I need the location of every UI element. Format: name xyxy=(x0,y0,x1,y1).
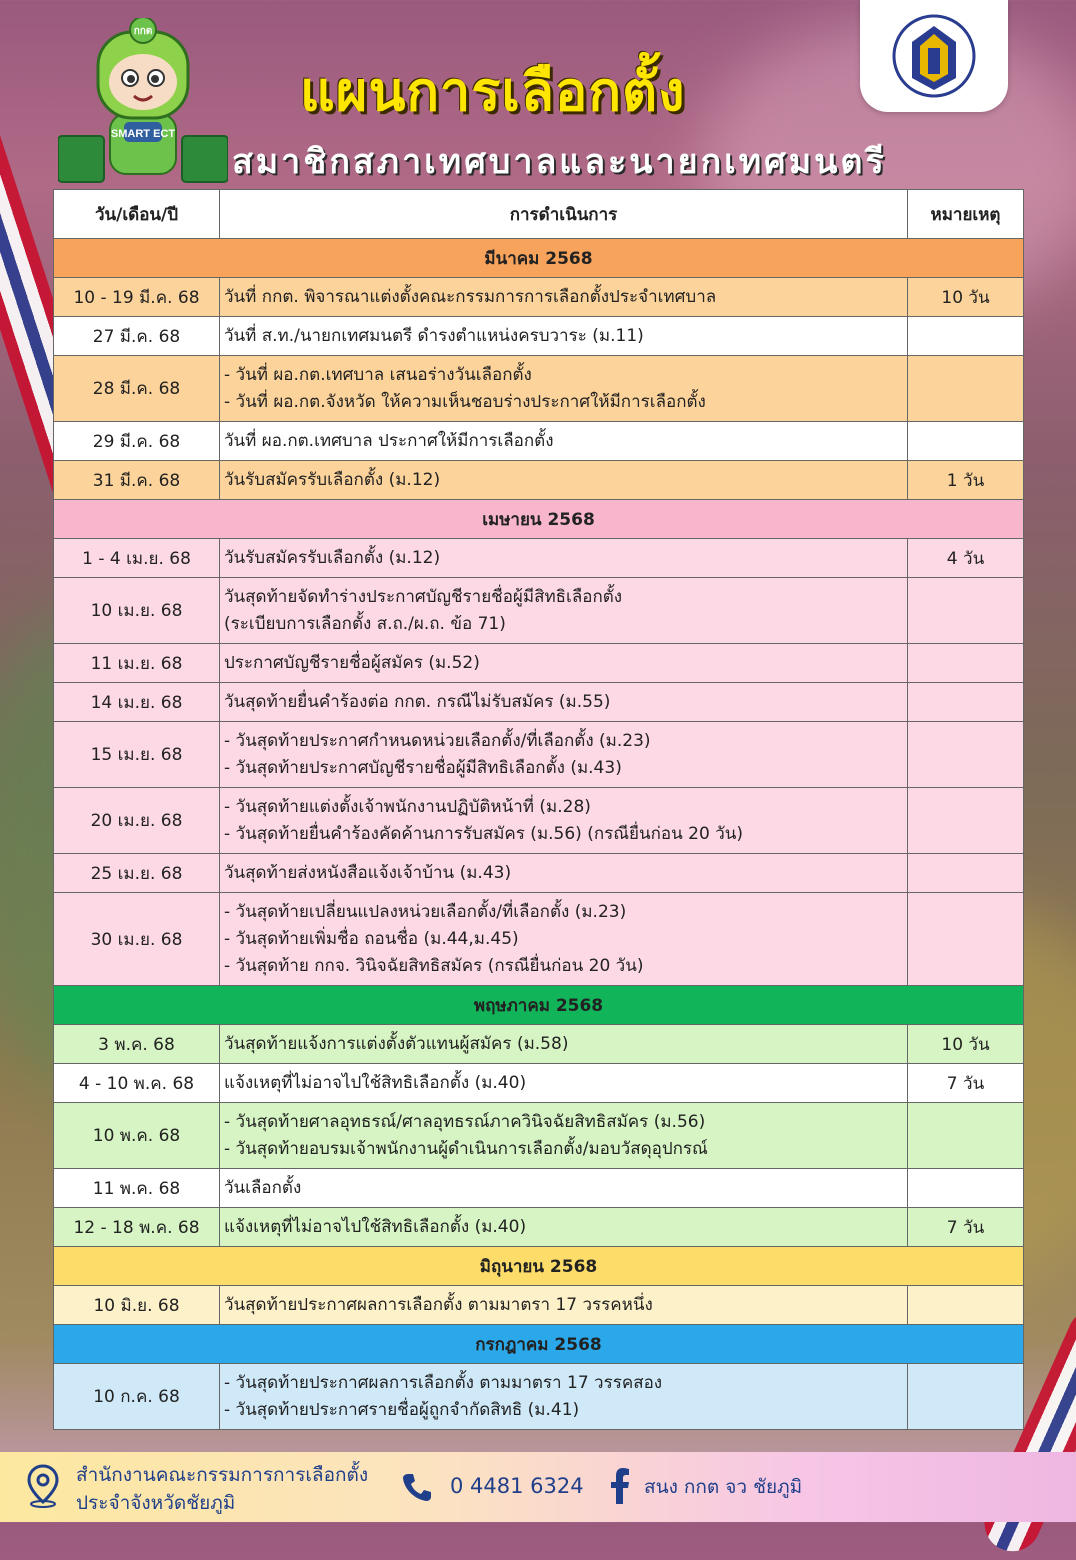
table-row xyxy=(54,1103,1024,1169)
row-action-line: - วันที่ ผอ.กต.จังหวัด ให้ความเห็นชอบร่างประกาศให้มีการเลือกตั้ง xyxy=(224,391,706,412)
row-note xyxy=(908,422,1024,461)
table-row xyxy=(54,317,1024,356)
row-note xyxy=(908,1103,1024,1169)
footer xyxy=(0,1452,1076,1522)
row-action xyxy=(220,788,908,854)
row-action xyxy=(220,683,908,722)
row-date: 3 พ.ค. 68 xyxy=(54,1025,220,1064)
row-action-line: - วันสุดท้าย กกจ. วินิจฉัยสิทธิสมัคร (กรณียื่นก่อน 20 วัน) xyxy=(224,955,644,976)
row-note xyxy=(908,356,1024,422)
row-date: 29 มี.ค. 68 xyxy=(54,422,220,461)
mascot-chest-label: SMART ECT xyxy=(110,128,176,140)
row-date: 30 เม.ย. 68 xyxy=(54,893,220,986)
table-row xyxy=(54,1364,1024,1430)
row-note: 7 วัน xyxy=(908,1208,1024,1247)
header-note: หมายเหตุ xyxy=(908,190,1024,239)
table-row xyxy=(54,1208,1024,1247)
row-action xyxy=(220,854,908,893)
table-row xyxy=(54,356,1024,422)
row-date: 1 - 4 เม.ย. 68 xyxy=(54,539,220,578)
row-action xyxy=(220,893,908,986)
row-action-line: วันสุดท้ายประกาศผลการเลือกตั้ง ตามมาตรา 17 วรรคหนึ่ง xyxy=(224,1294,653,1315)
row-date: 14 เม.ย. 68 xyxy=(54,683,220,722)
table-row xyxy=(54,722,1024,788)
row-action-line: - วันสุดท้ายแต่งตั้งเจ้าพนักงานปฏิบัติหน้าที่ (ม.28) xyxy=(224,796,591,817)
row-action xyxy=(220,644,908,683)
row-action xyxy=(220,278,908,317)
ect-logo-card xyxy=(860,0,1008,112)
month-header-row xyxy=(54,986,1024,1025)
facebook-page-name[interactable]: สนง กกต จว ชัยภูมิ xyxy=(644,1476,803,1498)
row-action-line: (ระเบียบการเลือกตั้ง ส.ถ./ผ.ถ. ข้อ 71) xyxy=(224,613,506,634)
row-action-line: แจ้งเหตุที่ไม่อาจไปใช้สิทธิเลือกตั้ง (ม.40) xyxy=(224,1072,527,1093)
table-row xyxy=(54,539,1024,578)
row-action-line: วันเลือกตั้ง xyxy=(224,1177,302,1198)
row-note: 10 วัน xyxy=(908,1025,1024,1064)
row-note xyxy=(908,578,1024,644)
row-action-line: วันที่ กกต. พิจารณาแต่งตั้งคณะกรรมการการเลือกตั้งประจำเทศบาล xyxy=(224,286,717,307)
row-action xyxy=(220,1364,908,1430)
row-action-line: - วันที่ ผอ.กต.เทศบาล เสนอร่างวันเลือกตั้ง xyxy=(224,364,532,385)
table-row xyxy=(54,893,1024,986)
phone-number[interactable]: 0 4481 6324 xyxy=(450,1474,584,1498)
office-name: สำนักงานคณะกรรมการการเลือกตั้ง xyxy=(76,1464,369,1486)
row-action-line: - วันสุดท้ายยื่นคำร้องคัดค้านการรับสมัคร (ม.56) (กรณียื่นก่อน 20 วัน) xyxy=(224,823,743,844)
row-action-line: วันรับสมัครรับเลือกตั้ง (ม.12) xyxy=(224,547,441,568)
row-action-line: - วันสุดท้ายประกาศบัญชีรายชื่อผู้มีสิทธิเลือกตั้ง (ม.43) xyxy=(224,757,622,778)
table-row xyxy=(54,788,1024,854)
row-note: 1 วัน xyxy=(908,461,1024,500)
row-action xyxy=(220,578,908,644)
row-action xyxy=(220,539,908,578)
row-note xyxy=(908,317,1024,356)
table-row xyxy=(54,461,1024,500)
row-date: 10 เม.ย. 68 xyxy=(54,578,220,644)
row-action xyxy=(220,461,908,500)
smart-ect-mascot xyxy=(58,18,228,188)
month-label: มิถุนายน 2568 xyxy=(54,1247,1024,1286)
row-action xyxy=(220,317,908,356)
header-action: การดำเนินการ xyxy=(220,190,908,239)
row-action-line: - วันสุดท้ายประกาศกำหนดหน่วยเลือกตั้ง/ที่เลือกตั้ง (ม.23) xyxy=(224,730,651,751)
table-row xyxy=(54,278,1024,317)
row-note xyxy=(908,788,1024,854)
row-action-line: - วันสุดท้ายศาลอุทธรณ์/ศาลอุทธรณ์ภาควินิจฉัยสิทธิสมัคร (ม.56) xyxy=(224,1111,706,1132)
row-date: 28 มี.ค. 68 xyxy=(54,356,220,422)
table-row xyxy=(54,1286,1024,1325)
row-action-line: - วันสุดท้ายประกาศผลการเลือกตั้ง ตามมาตรา 17 วรรคสอง xyxy=(224,1372,663,1393)
row-action-line: วันรับสมัครรับเลือกตั้ง (ม.12) xyxy=(224,469,441,490)
month-label: กรกฎาคม 2568 xyxy=(54,1325,1024,1364)
row-note xyxy=(908,722,1024,788)
table-row xyxy=(54,422,1024,461)
ect-emblem xyxy=(860,0,1008,112)
table-header-row xyxy=(54,190,1024,239)
row-date: 12 - 18 พ.ค. 68 xyxy=(54,1208,220,1247)
row-date: 4 - 10 พ.ค. 68 xyxy=(54,1064,220,1103)
row-action xyxy=(220,1208,908,1247)
month-header-row xyxy=(54,500,1024,539)
office-province: ประจำจังหวัดชัยภูมิ xyxy=(76,1492,236,1514)
row-action xyxy=(220,1286,908,1325)
row-date: 20 เม.ย. 68 xyxy=(54,788,220,854)
row-note xyxy=(908,644,1024,683)
month-header-row xyxy=(54,239,1024,278)
row-date: 11 เม.ย. 68 xyxy=(54,644,220,683)
row-action-line: วันสุดท้ายแจ้งการแต่งตั้งตัวแทนผู้สมัคร (ม.58) xyxy=(224,1033,569,1054)
row-note xyxy=(908,1286,1024,1325)
row-action-line: วันที่ ส.ท./นายกเทศมนตรี ดำรงตำแหน่งครบวาระ (ม.11) xyxy=(224,325,644,346)
row-action-line: - วันสุดท้ายอบรมเจ้าพนักงานผู้ดำเนินการเลือกตั้ง/มอบวัสดุอุปกรณ์ xyxy=(224,1138,708,1159)
row-date: 10 - 19 มี.ค. 68 xyxy=(54,278,220,317)
mascot-badge: กกต xyxy=(133,26,153,37)
row-date: 31 มี.ค. 68 xyxy=(54,461,220,500)
row-action xyxy=(220,1025,908,1064)
row-action xyxy=(220,722,908,788)
row-date: 11 พ.ค. 68 xyxy=(54,1169,220,1208)
table-row xyxy=(54,854,1024,893)
row-action-line: - วันสุดท้ายประกาศรายชื่อผู้ถูกจำกัดสิทธิ (ม.41) xyxy=(224,1399,580,1420)
row-action xyxy=(220,1064,908,1103)
row-note xyxy=(908,1364,1024,1430)
row-action-line: ประกาศบัญชีรายชื่อผู้สมัคร (ม.52) xyxy=(224,652,480,673)
row-action-line: - วันสุดท้ายเพิ่มชื่อ ถอนชื่อ (ม.44,ม.45) xyxy=(224,928,519,949)
row-action xyxy=(220,1169,908,1208)
row-action-line: วันสุดท้ายจัดทำร่างประกาศบัญชีรายชื่อผู้มีสิทธิเลือกตั้ง xyxy=(224,586,623,607)
row-note: 10 วัน xyxy=(908,278,1024,317)
month-label: พฤษภาคม 2568 xyxy=(54,986,1024,1025)
header-date: วัน/เดือน/ปี xyxy=(54,190,220,239)
row-date: 27 มี.ค. 68 xyxy=(54,317,220,356)
row-date: 25 เม.ย. 68 xyxy=(54,854,220,893)
table-body xyxy=(54,239,1024,1430)
page-subtitle: สมาชิกสภาเทศบาลและนายกเทศมนตรี xyxy=(232,142,887,182)
row-date: 10 ก.ค. 68 xyxy=(54,1364,220,1430)
row-note: 7 วัน xyxy=(908,1064,1024,1103)
page-title: แผนการเลือกตั้ง xyxy=(300,60,686,123)
row-date: 10 พ.ค. 68 xyxy=(54,1103,220,1169)
row-action xyxy=(220,422,908,461)
row-note xyxy=(908,683,1024,722)
table-row xyxy=(54,683,1024,722)
row-action-line: แจ้งเหตุที่ไม่อาจไปใช้สิทธิเลือกตั้ง (ม.40) xyxy=(224,1216,527,1237)
month-label: เมษายน 2568 xyxy=(54,500,1024,539)
row-action-line: วันที่ ผอ.กต.เทศบาล ประกาศให้มีการเลือกตั้ง xyxy=(224,430,554,451)
row-action xyxy=(220,356,908,422)
month-header-row xyxy=(54,1247,1024,1286)
location-pin-icon xyxy=(26,1464,60,1508)
table-row xyxy=(54,1025,1024,1064)
logo-text xyxy=(1008,0,1009,1)
election-schedule-table xyxy=(53,189,1024,1430)
row-date: 10 มิ.ย. 68 xyxy=(54,1286,220,1325)
table-row xyxy=(54,1169,1024,1208)
row-note xyxy=(908,893,1024,986)
row-action xyxy=(220,1103,908,1169)
row-date: 15 เม.ย. 68 xyxy=(54,722,220,788)
facebook-icon xyxy=(610,1468,630,1504)
month-label: มีนาคม 2568 xyxy=(54,239,1024,278)
row-note xyxy=(908,854,1024,893)
phone-icon xyxy=(400,1470,434,1504)
table-row xyxy=(54,1064,1024,1103)
row-action-line: วันสุดท้ายยื่นคำร้องต่อ กกต. กรณีไม่รับสมัคร (ม.55) xyxy=(224,691,611,712)
row-note: 4 วัน xyxy=(908,539,1024,578)
table-row xyxy=(54,644,1024,683)
row-note xyxy=(908,1169,1024,1208)
table-row xyxy=(54,578,1024,644)
row-action-line: - วันสุดท้ายเปลี่ยนแปลงหน่วยเลือกตั้ง/ที่เลือกตั้ง (ม.23) xyxy=(224,901,627,922)
row-action-line: วันสุดท้ายส่งหนังสือแจ้งเจ้าบ้าน (ม.43) xyxy=(224,862,512,883)
month-header-row xyxy=(54,1325,1024,1364)
